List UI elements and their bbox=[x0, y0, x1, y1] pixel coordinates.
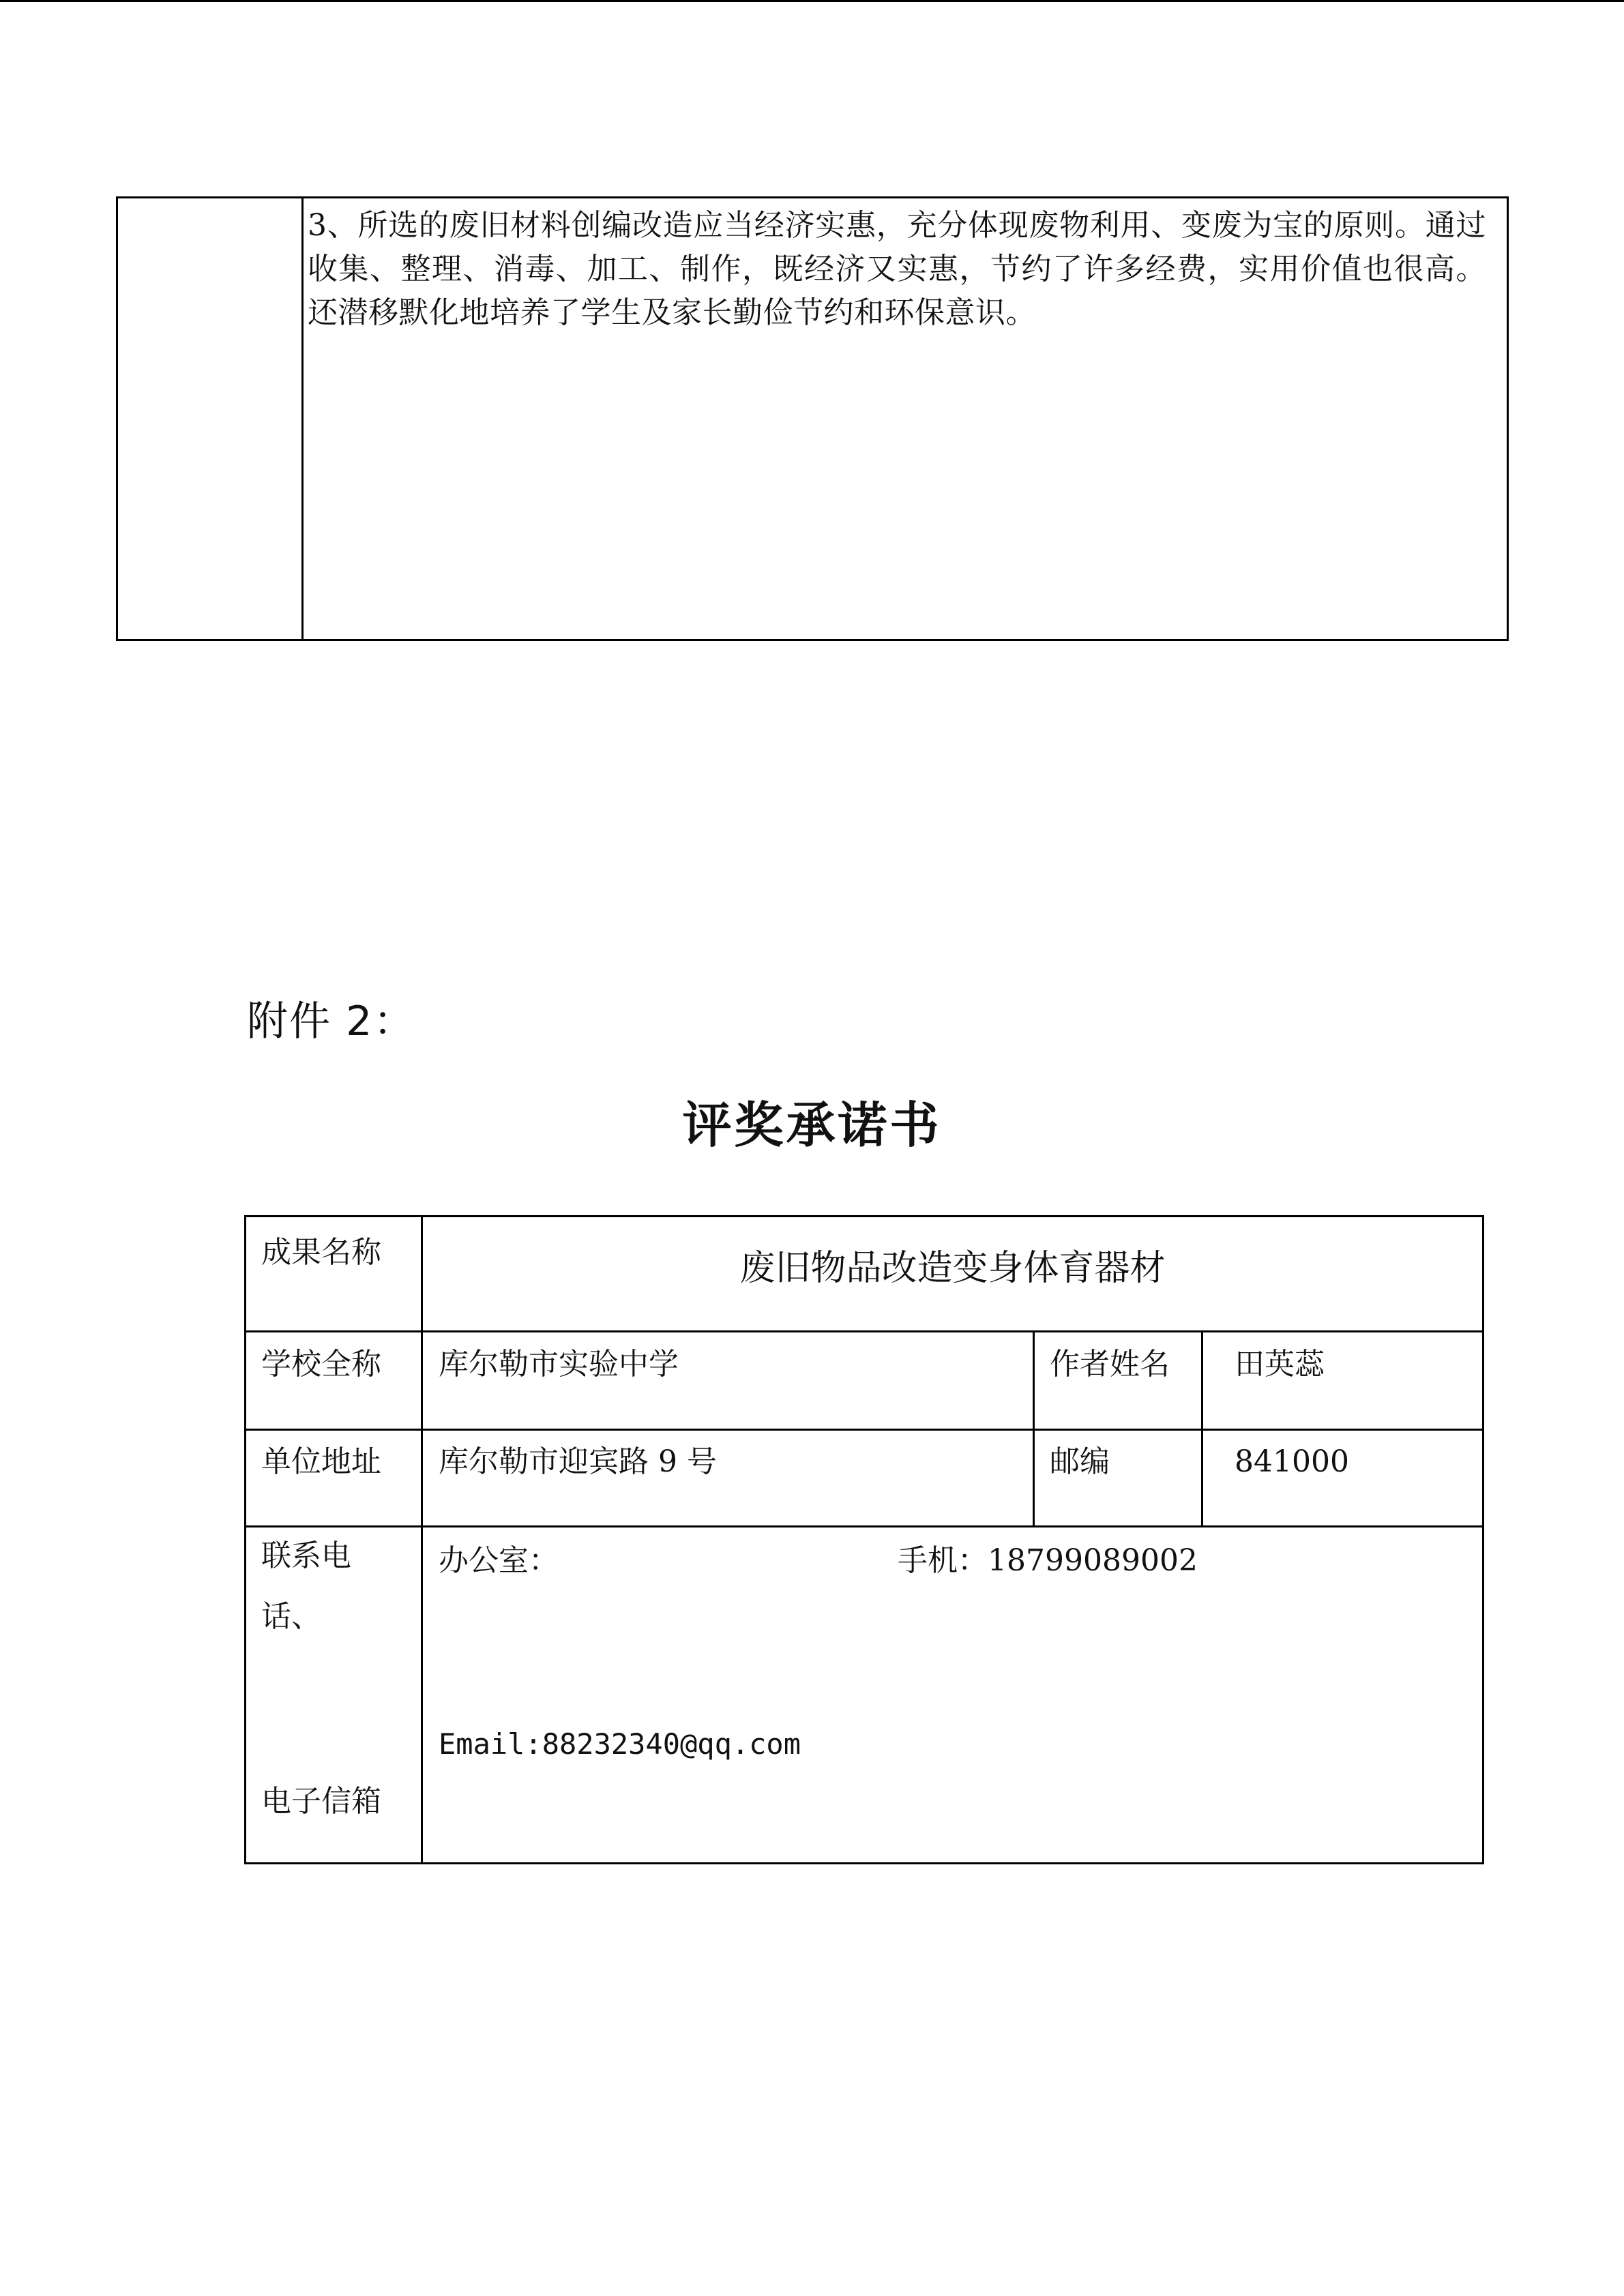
row-divider bbox=[246, 1330, 1482, 1332]
achievement-name-value: 废旧物品改造变身体育器材 bbox=[739, 1248, 1166, 1289]
office-phone-label: 办公室： bbox=[439, 1543, 559, 1578]
row-divider bbox=[246, 1429, 1482, 1431]
contact-label-line2: 话、 bbox=[261, 1599, 321, 1634]
page-top-border bbox=[0, 0, 1624, 2]
attachment-label: 附件 2： bbox=[247, 998, 416, 1045]
address-value: 库尔勒市迎宾路 9 号 bbox=[439, 1444, 717, 1479]
author-name-value: 田英蕊 bbox=[1235, 1347, 1325, 1382]
document-title: 评奖承诺书 bbox=[682, 1097, 942, 1154]
commitment-form-table bbox=[244, 1215, 1484, 1864]
address-label: 单位地址 bbox=[261, 1444, 381, 1479]
contact-label-line3: 电子信箱 bbox=[261, 1784, 381, 1819]
column-divider bbox=[1033, 1330, 1035, 1525]
school-name-value: 库尔勒市实验中学 bbox=[439, 1347, 679, 1382]
column-divider bbox=[421, 1217, 423, 1862]
continuation-label-cell bbox=[118, 198, 304, 639]
column-divider bbox=[1201, 1330, 1203, 1525]
achievement-name-label: 成果名称 bbox=[261, 1235, 381, 1270]
row-divider bbox=[246, 1525, 1482, 1527]
author-name-label: 作者姓名 bbox=[1050, 1347, 1170, 1382]
email-address: Email:88232340@qq.com bbox=[439, 1727, 801, 1761]
postcode-label: 邮编 bbox=[1050, 1444, 1110, 1479]
postcode-value: 841000 bbox=[1235, 1444, 1349, 1479]
school-name-label: 学校全称 bbox=[261, 1347, 381, 1382]
continuation-table bbox=[116, 196, 1509, 641]
continuation-paragraph: 3、所选的废旧材料创编改造应当经济实惠，充分体现废物利用、变废为宝的原则。通过收集、整理、消毒、加工、制作，既经济又实惠，节约了许多经费，实用价值也很高。还潜移默化地培养了学生及家长勤俭节约和环保意识。 bbox=[308, 208, 1486, 330]
mobile-phone-label: 手机：18799089002 bbox=[898, 1543, 1198, 1578]
contact-label-line1: 联系电 bbox=[261, 1538, 351, 1573]
continuation-content-cell bbox=[304, 198, 1507, 639]
